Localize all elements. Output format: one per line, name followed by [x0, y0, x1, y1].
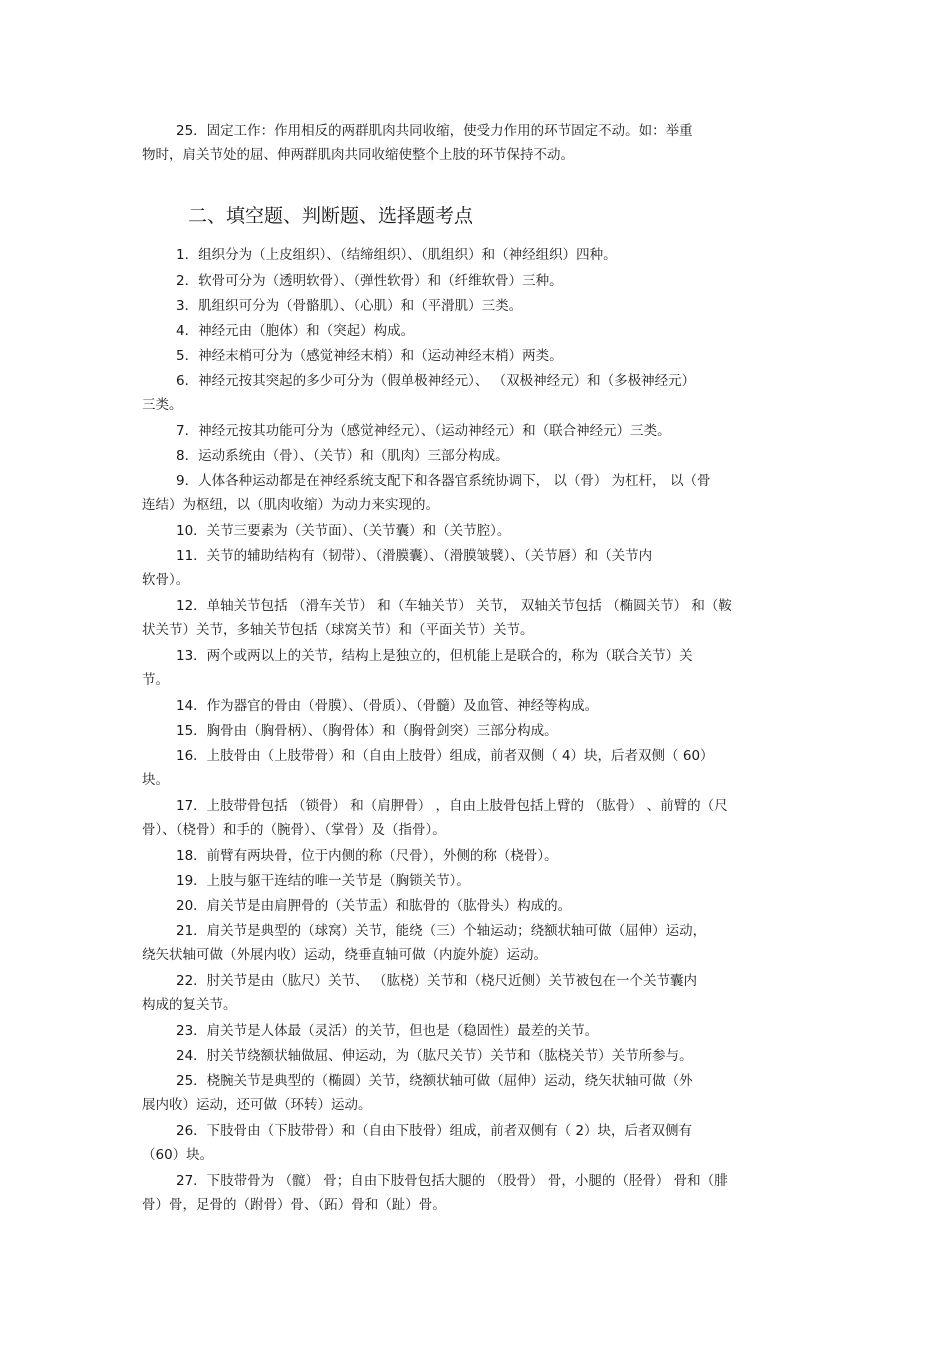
question-item: 7．神经元按其功能可分为（感觉神经元）、（运动神经元）和（联合神经元）三类。: [176, 423, 671, 439]
question-item: 15．胸骨由（胸骨柄）、（胸骨体）和（胸骨剑突）三部分构成。: [176, 723, 558, 739]
question-item: 6．神经元按其突起的多少可分为（假单极神经元）、 （双极神经元）和（多极神经元）: [176, 373, 696, 389]
question-item: 9．人体各种运动都是在神经系统支配下和各器官系统协调下， 以（骨） 为杠杆， 以（骨: [176, 473, 711, 489]
question-item: 21．肩关节是典型的（球窝）关节，能绕（三）个轴运动；绕额状轴可做（屈伸）运动，: [176, 923, 707, 939]
question-item-continuation: 节。: [142, 672, 169, 688]
question-item-continuation: 三类。: [142, 397, 183, 413]
intro-line-2: 物时，肩关节处的屈、伸两群肌肉共同收缩使整个上肢的环节保持不动。: [142, 147, 574, 163]
question-item: 12．单轴关节包括 （滑车关节） 和（车轴关节） 关节， 双轴关节包括 （椭圆关节） 和（鞍: [176, 598, 732, 614]
question-item: 13．两个或两以上的关节，结构上是独立的，但机能上是联合的，称为（联合关节）关: [176, 648, 693, 664]
section-heading: 二、填空题、判断题、选择题考点: [188, 205, 474, 227]
question-item-continuation: 块。: [142, 772, 169, 788]
question-item-continuation: 软骨）。: [142, 572, 190, 588]
question-item: 11．关节的辅助结构有（韧带）、（滑膜囊）、（滑膜皱襞）、（关节唇）和（关节内: [176, 548, 653, 564]
question-item: 16．上肢骨由（上肢带骨）和（自由上肢骨）组成，前者双侧（ 4）块，后者双侧（ 60）: [176, 748, 714, 764]
question-item: 8．运动系统由（骨）、（关节）和（肌肉）三部分构成。: [176, 448, 509, 464]
question-item: 19．上肢与躯干连结的唯一关节是（胸锁关节）。: [176, 873, 470, 889]
question-item: 24．肘关节绕额状轴做屈、伸运动，为（肱尺关节）关节和（肱桡关节）关节所参与。: [176, 1048, 693, 1064]
question-item: 20．肩关节是由肩胛骨的（关节盂）和肱骨的（肱骨头）构成的。: [176, 898, 572, 914]
question-item: 4．神经元由（胞体）和（突起）构成。: [176, 323, 415, 339]
question-item-continuation: 构成的复关节。: [142, 997, 237, 1013]
question-item: 2．软骨可分为（透明软骨）、（弹性软骨）和（纤维软骨）三种。: [176, 273, 563, 289]
question-item: 23．肩关节是人体最（灵活）的关节，但也是（稳固性）最差的关节。: [176, 1023, 599, 1039]
question-item: 26．下肢骨由（下肢带骨）和（自由下肢骨）组成，前者双侧有（ 2）块，后者双侧有: [176, 1123, 693, 1139]
question-item-continuation: （60）块。: [142, 1147, 214, 1163]
question-item: 22．肘关节是由（肱尺）关节、 （肱桡）关节和（桡尺近侧）关节被包在一个关节囊内: [176, 973, 697, 989]
question-item-continuation: 展内收）运动，还可做（环转）运动。: [142, 1097, 372, 1113]
question-item-continuation: 连结）为枢纽，以（肌肉收缩）为动力来实现的。: [142, 497, 439, 513]
question-item: 27．下肢带骨为 （髋） 骨；自由下肢骨包括大腿的 （股骨） 骨，小腿的（胫骨） 骨和（腓: [176, 1173, 728, 1189]
question-item: 1．组织分为（上皮组织）、（结缔组织）、（肌组织）和（神经组织）四种。: [176, 247, 617, 263]
question-item: 3．肌组织可分为（骨骼肌）、（心肌）和（平滑肌）三类。: [176, 298, 523, 314]
question-item: 10．关节三要素为（关节面）、（关节囊）和（关节腔）。: [176, 523, 511, 539]
question-item-continuation: 骨）骨，足骨的（跗骨）骨、（跖）骨和（趾）骨。: [142, 1197, 446, 1213]
question-item: 25．桡腕关节是典型的（椭圆）关节，绕额状轴可做（屈伸）运动，绕矢状轴可做（外: [176, 1073, 693, 1089]
question-item: 17．上肢带骨包括 （锁骨） 和（肩胛骨） ，自由上肢骨包括上臂的 （肱骨） 、前臂的（尺: [176, 798, 728, 814]
question-item: 5．神经末梢可分为（感觉神经末梢）和（运动神经末梢）两类。: [176, 348, 563, 364]
question-item-continuation: 状关节）关节，多轴关节包括（球窝关节）和（平面关节）关节。: [142, 622, 534, 638]
question-item: 14．作为器官的骨由（骨膜）、（骨质）、（骨髓）及血管、神经等构成。: [176, 698, 599, 714]
question-item-continuation: 骨）、（桡骨）和手的（腕骨）、（掌骨）及（指骨）。: [142, 822, 446, 838]
question-item: 18．前臂有两块骨，位于内侧的称（尺骨），外侧的称（桡骨）。: [176, 848, 558, 864]
question-item-continuation: 绕矢状轴可做（外展内收）运动，绕垂直轴可做（内旋外旋）运动。: [142, 947, 547, 963]
intro-line-1: 25．固定工作：作用相反的两群肌肉共同收缩，使受力作用的环节固定不动。如：举重: [176, 123, 693, 139]
